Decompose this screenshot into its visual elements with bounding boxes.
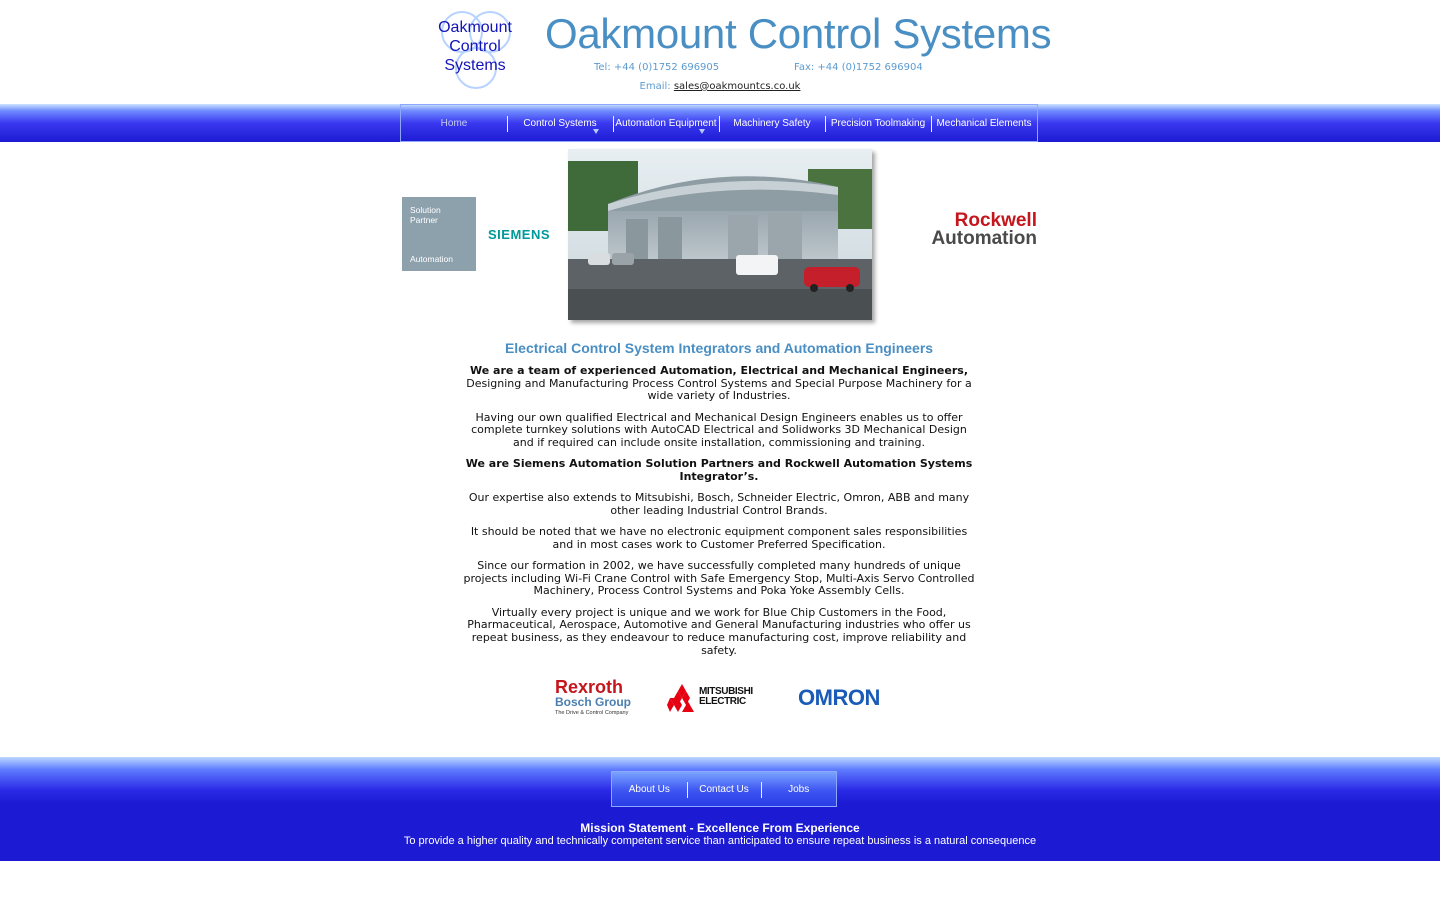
nav-item-mechanical-elements[interactable] xyxy=(931,105,1037,141)
solution-partner-text xyxy=(410,205,470,225)
fax-number: Fax: +44 (0)1752 696904 xyxy=(794,62,923,73)
nav-menu xyxy=(400,104,1038,142)
email-label: Email: xyxy=(639,81,671,92)
paragraph-sales-note: It should be noted that we have no electronic equipment component sales responsibilities and in most cases work to Customer Preferred Specification. xyxy=(470,525,968,551)
page-heading: Electrical Control System Integrators and Automation Engineers xyxy=(504,340,934,356)
footer-link-label: Jobs xyxy=(788,783,810,795)
building-photo xyxy=(568,149,872,320)
main-content xyxy=(463,340,975,666)
logo-line: Automation xyxy=(410,254,453,264)
footer-link-label: About Us xyxy=(628,783,670,795)
rockwell-automation-logo xyxy=(900,212,1037,248)
nav-item-home[interactable] xyxy=(401,105,507,141)
paragraph-projects: Since our formation in 2002, we have successfully completed many hundreds of unique projects including Wi-Fi Crane Control with Safe Emergency Stop, Multi-Axis Servo Controlled Machinery, Process Control Systems and Poka Yoke Assembly Cells. xyxy=(463,558,975,598)
logo-line: Bosch Group xyxy=(555,695,632,709)
mission-statement xyxy=(0,822,1440,848)
footer-link-contact-us[interactable] xyxy=(687,772,762,806)
mitsubishi-diamonds-icon xyxy=(667,684,697,712)
intro-lead: We are a team of experienced Automation, Electrical and Mechanical Engineers, xyxy=(470,364,968,377)
paragraph-expertise: Our expertise also extends to Mitsubishi, Bosch, Schneider Electric, Omron, ABB and many other leading Industrial Control Brands. xyxy=(468,491,970,517)
footer-link-jobs[interactable] xyxy=(761,772,836,806)
nav-item-automation-equipment[interactable] xyxy=(613,105,719,141)
logo-line: Partner xyxy=(410,215,438,225)
nav-item-control-systems[interactable] xyxy=(507,105,613,141)
nav-item-label: Machinery Safety xyxy=(733,117,811,129)
rexroth-bosch-logo xyxy=(555,678,631,718)
paragraph-design-engineers: Having our own qualified Electrical and Mechanical Design Engineers enables us to offer complete turnkey solutions with AutoCAD Electrical and Solidworks 3D Mechanical Design and if required can include onsite installation, commissioning and training. xyxy=(471,410,967,450)
paragraph-customers: Virtually every project is unique and we work for Blue Chip Customers in the Food, Pharmaceutical, Aerospace, Automotive and General Manufacturing industries who offer us repeat business, as they endeavour to reduce manufacturing cost, improve reliability and safety. xyxy=(467,605,971,657)
nav-item-label: Automation Equipment xyxy=(615,117,717,129)
main-navigation xyxy=(0,104,1440,142)
nav-item-label: Control Systems xyxy=(523,117,597,129)
siemens-logo: SIEMENS xyxy=(488,227,551,242)
dropdown-arrow-icon xyxy=(699,129,705,134)
logo-line: Rexroth xyxy=(555,677,624,697)
logo-line: MITSUBISHI xyxy=(699,686,753,697)
logo-line: ELECTRIC xyxy=(699,696,746,707)
telephone-number: Tel: +44 (0)1752 696905 xyxy=(594,62,720,73)
logo-line: Automation xyxy=(931,228,1037,249)
footer-link-about-us[interactable] xyxy=(612,772,687,806)
intro-text: Designing and Manufacturing Process Control Systems and Special Purpose Machinery for a wide variety of Industries. xyxy=(466,376,972,403)
paragraph-partners: We are Siemens Automation Solution Partners and Rockwell Automation Systems Integrator’s. xyxy=(465,457,973,483)
logo-text xyxy=(432,18,518,75)
omron-logo: OMRON xyxy=(798,685,880,710)
mission-text: To provide a higher quality and technically competent service than anticipated to ensure repeat business is a natural consequence xyxy=(403,835,1037,847)
nav-item-label: Home xyxy=(440,117,468,129)
logo-line: Rockwell xyxy=(954,210,1037,231)
footer xyxy=(0,757,1440,861)
mitsubishi-text xyxy=(699,687,753,707)
logo-line: Solution xyxy=(410,205,441,215)
siemens-solution-partner-logo xyxy=(402,197,476,271)
nav-item-machinery-safety[interactable] xyxy=(719,105,825,141)
company-logo[interactable] xyxy=(432,10,520,90)
footer-navigation xyxy=(611,771,837,807)
footer-link-label: Contact Us xyxy=(699,783,749,795)
mission-title: Mission Statement - Excellence From Experience xyxy=(580,821,860,835)
logo-line: Oakmount xyxy=(438,19,512,36)
email-link[interactable]: sales@oakmountcs.co.uk xyxy=(673,81,801,92)
mitsubishi-electric-logo xyxy=(667,684,753,712)
logo-line: Systems xyxy=(444,57,506,74)
intro-paragraph xyxy=(463,365,975,403)
logo-line: The Drive & Control Company xyxy=(555,710,629,716)
nav-item-label: Precision Toolmaking xyxy=(830,117,926,129)
email-row xyxy=(0,81,1440,92)
dropdown-arrow-icon xyxy=(593,129,599,134)
site-title: Oakmount Control Systems xyxy=(545,10,1052,57)
logo-line: Control xyxy=(449,38,501,55)
building-photo-image xyxy=(568,149,872,320)
nav-item-precision-toolmaking[interactable] xyxy=(825,105,931,141)
nav-item-label: Mechanical Elements xyxy=(936,117,1032,129)
